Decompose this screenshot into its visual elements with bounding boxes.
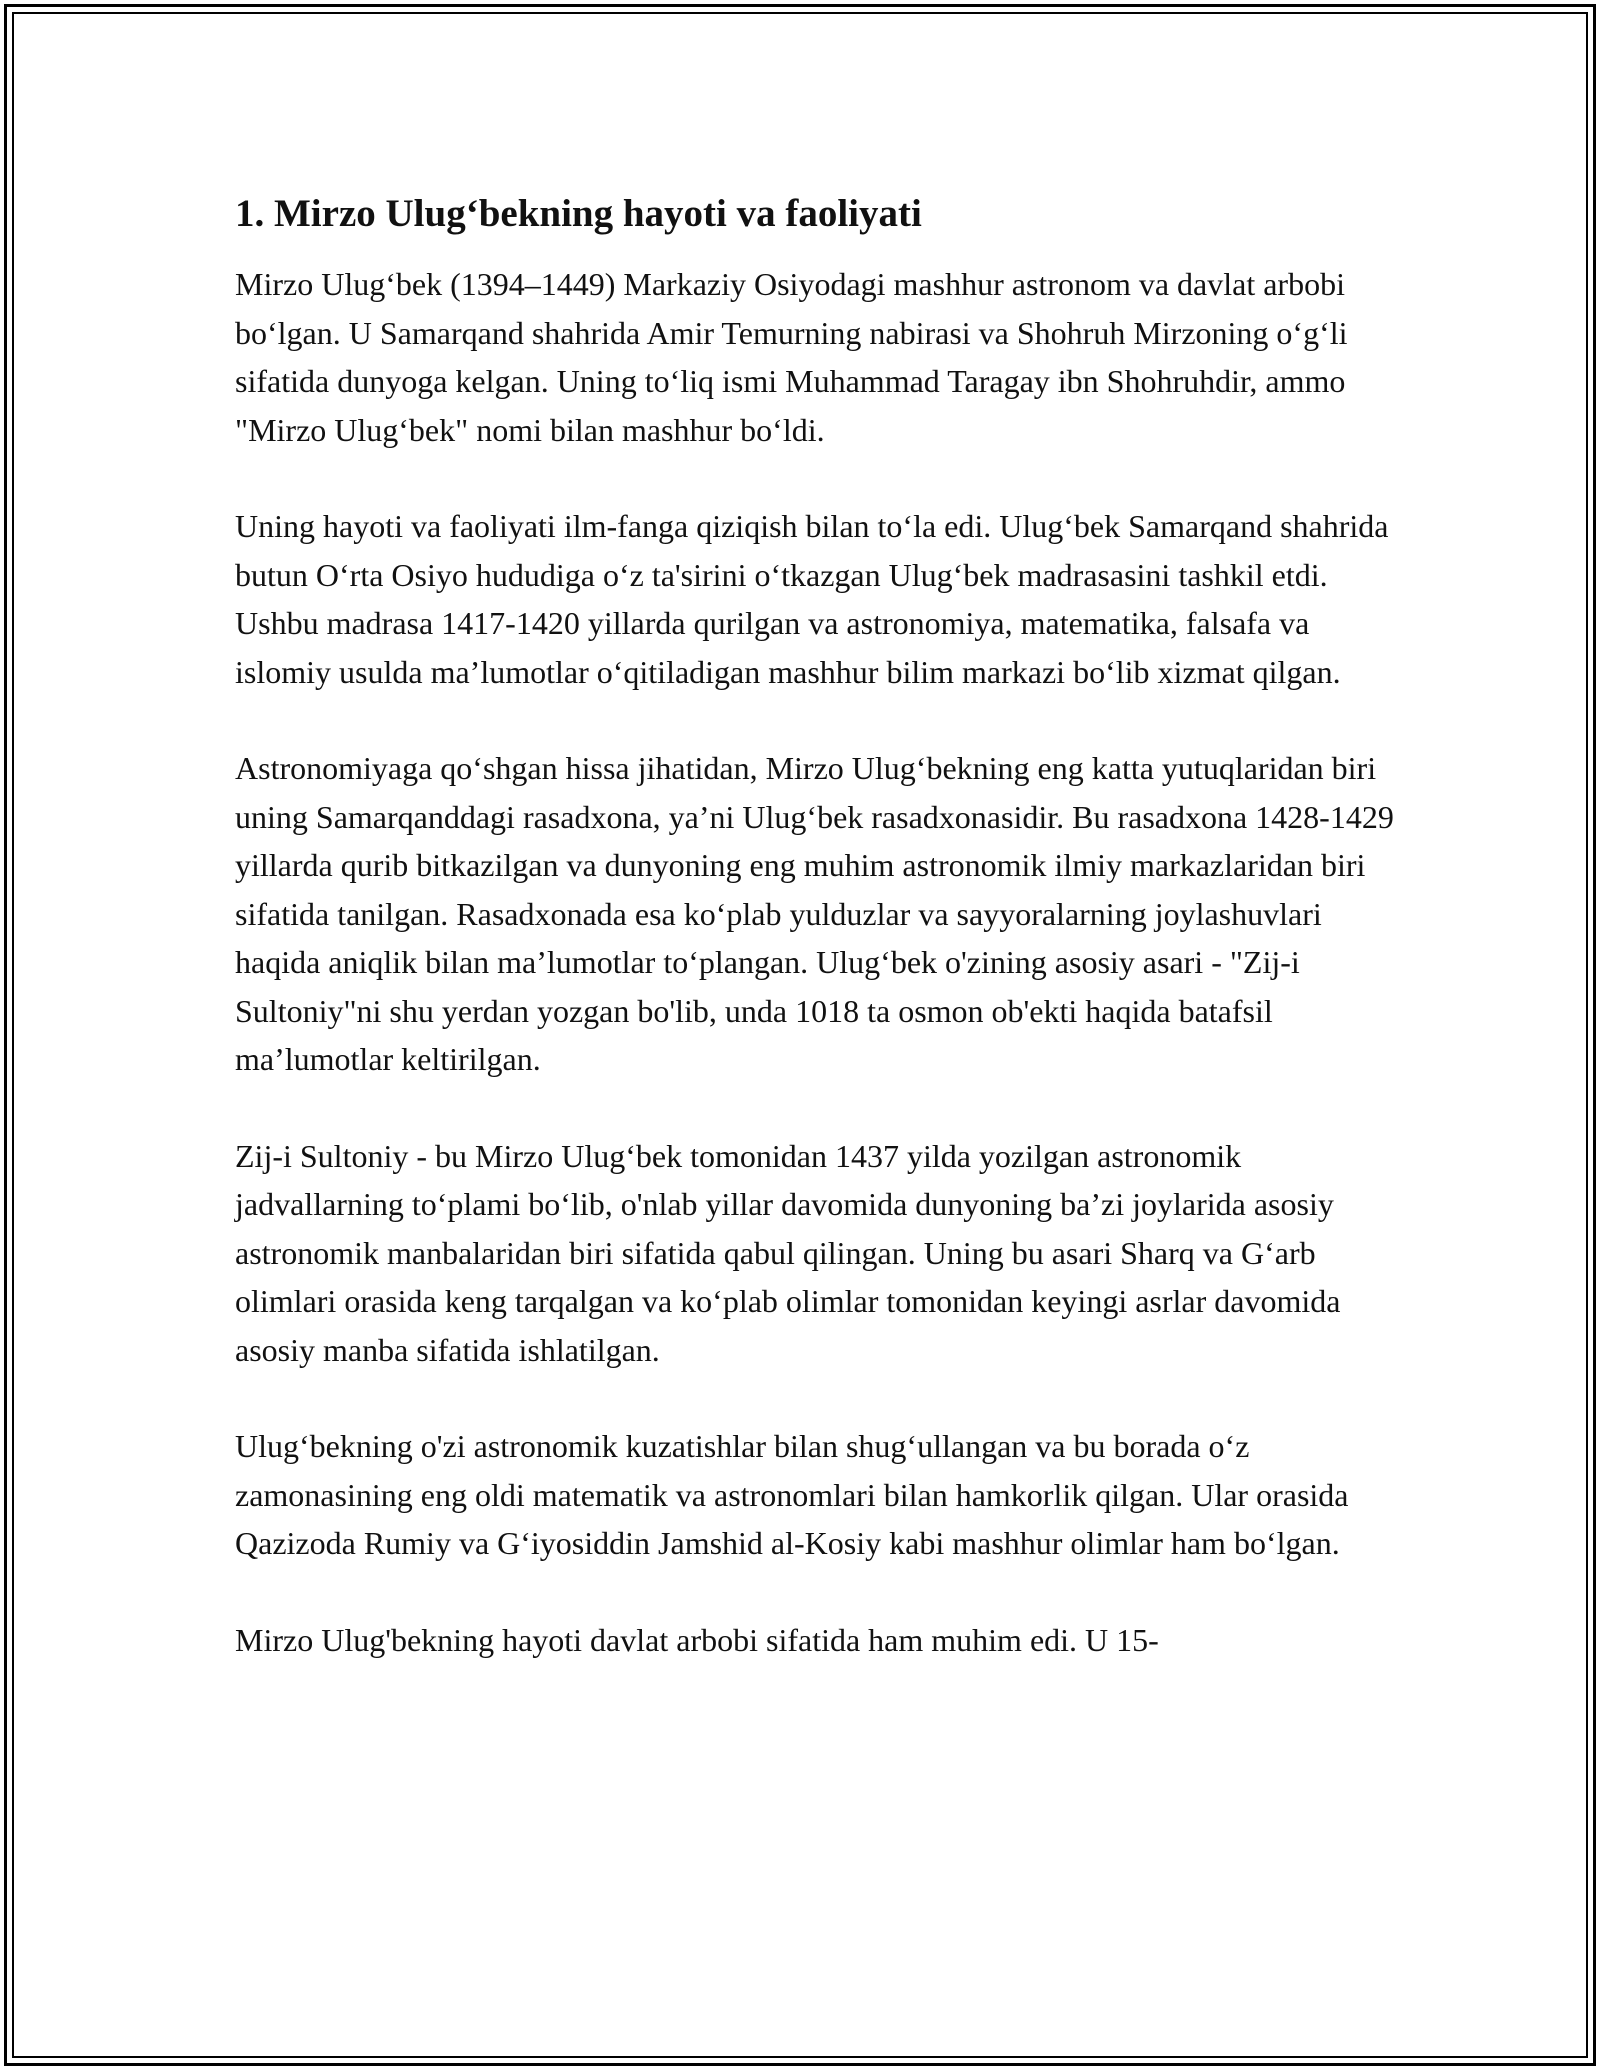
paragraph-madrasa: Uning hayoti va faoliyati ilm-fanga qiziqish bilan to‘la edi. Ulug‘bek Samarqand shahrida butun O‘rta Osiyo hududiga o‘z ta'sirini o‘tkazgan Ulug‘bek madrasasini tashkil etdi. Ushbu madrasa 1417-1420 yillarda qurilgan va astronomiya, matematika, falsafa va islomiy usulda ma’lumotlar o‘qitiladigan mashhur bilim markazi bo‘lib xizmat qilgan. xyxy=(235,508,1389,690)
document-body xyxy=(235,188,1395,1712)
paragraph-observatory: Astronomiyaga qo‘shgan hissa jihatidan, Mirzo Ulug‘bekning eng katta yutuqlaridan biri uning Samarqanddagi rasadxona, ya’ni Ulug‘bek rasadxonasidir. Bu rasadxona 1428-1429 yillarda qurib bitkazilgan va dunyoning eng muhim astronomik ilmiy markazlaridan biri sifatida tanilgan. Rasadxonada esa ko‘plab yulduzlar va sayyoralarning joylashuvlari haqida aniqlik bilan ma’lumotlar to‘plangan. Ulug‘bek o'zining asosiy asari - "Zij-i Sultoniy"ni shu yerdan yozgan bo'lib, unda 1018 ta osmon ob'ekti haqida batafsil ma’lumotlar keltirilgan. xyxy=(235,750,1394,1077)
paragraph-biography: Mirzo Ulug‘bek (1394–1449) Markaziy Osiyodagi mashhur astronom va davlat arbobi bo‘lgan. U Samarqand shahrida Amir Temurning nabirasi va Shohruh Mirzoning o‘g‘li sifatida dunyoga kelgan. Uning to‘liq ismi Muhammad Taragay ibn Shohruhdir, ammo "Mirzo Ulug‘bek" nomi bilan mashhur bo‘ldi. xyxy=(235,266,1348,448)
paragraph-statesman: Mirzo Ulug'bekning hayoti davlat arbobi sifatida ham muhim edi. U 15- xyxy=(235,1621,1159,1658)
paragraph-zij-i-sultoniy: Zij-i Sultoniy - bu Mirzo Ulug‘bek tomonidan 1437 yilda yozilgan astronomik jadvallarning to‘plami bo‘lib, o'nlab yillar davomida dunyoning ba’zi joylarida asosiy astronomik manbalaridan biri sifatida qabul qilingan. Uning bu asari Sharq va G‘arb olimlari orasida keng tarqalgan va ko‘plab olimlar tomonidan keyingi asrlar davomida asosiy manba sifatida ishlatilgan. xyxy=(235,1137,1341,1368)
paragraph-collaborators: Ulug‘bekning o'zi astronomik kuzatishlar bilan shug‘ullangan va bu borada o‘z zamonasining eng oldi matematik va astronomlari bilan hamkorlik qilgan. Ular orasida Qazizoda Rumiy va G‘iyosiddin Jamshid al-Kosiy kabi mashhur olimlar ham bo‘lgan. xyxy=(235,1428,1349,1561)
section-heading: 1. Mirzo Ulug‘bekning hayoti va faoliyati xyxy=(235,192,922,235)
